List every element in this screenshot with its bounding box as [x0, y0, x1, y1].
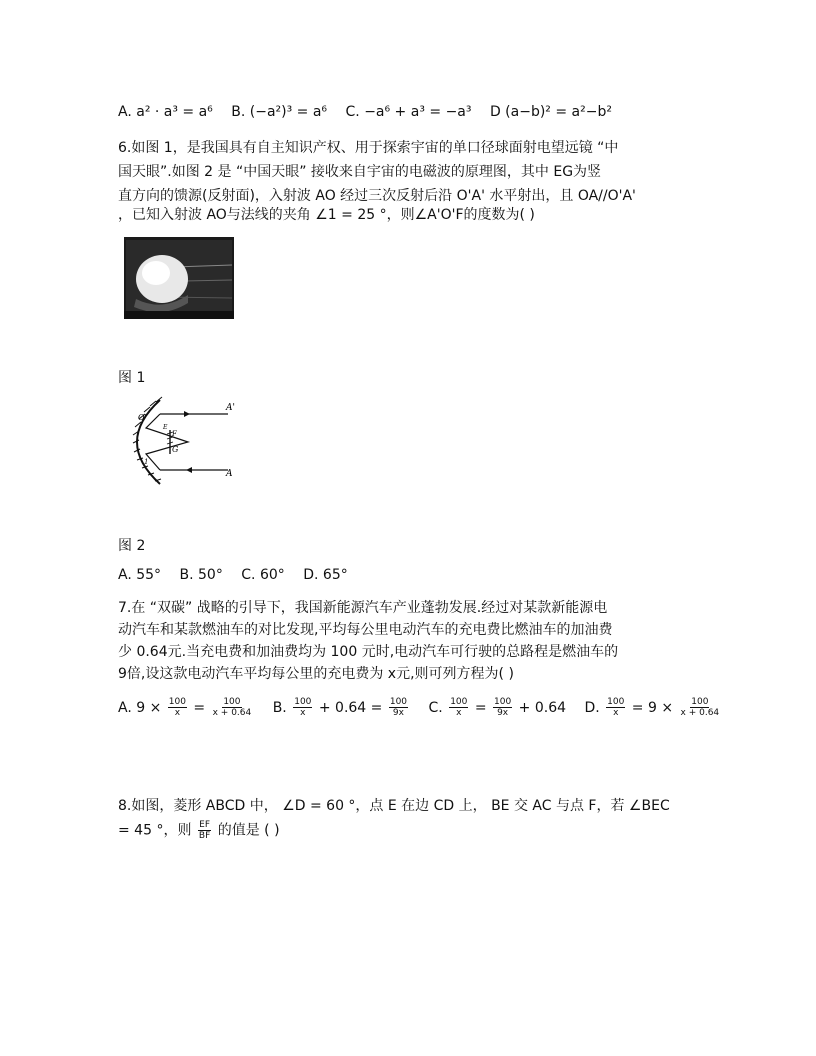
q7-option-b: B. $\frac{100}{x}$ + 0.64 = $\frac{100}{9x}$: [272, 697, 408, 718]
q6-text-line-4: ，已知入射波 AO与法线的夹角 ∠1 = 25 °，则∠A'O'F的度数为( ): [118, 207, 535, 223]
q6-option-b: B. 50°: [179, 567, 223, 583]
q6-text-line-3: 直方向的馈源(反射面)，入射波 AO 经过三次反射后沿 O'A' 水平射出，且 OA//O'A': [118, 188, 636, 204]
label-e: E: [163, 424, 168, 431]
q7-text-line-2: 动汽车和某款燃油车的对比发现,平均每公里电动汽车的充电费比燃油车的加油费: [118, 622, 613, 638]
q6-text-line-2: 国天眼”.如图 2 是 “中国天眼” 接收来自宇宙的电磁波的原理图，其中 EG为竖: [118, 164, 602, 180]
q6-option-a: A. 55°: [118, 567, 162, 583]
figure-2-reflection-diagram: [120, 396, 242, 488]
q7-option-c: C. $\frac{100}{x}$ = $\frac{100}{9x}$ + 0.64: [428, 697, 567, 718]
q7-options: [118, 697, 722, 718]
q7-text-line-1: 7.在 “双碳” 战略的引导下，我国新能源汽车产业蓬勃发展.经过对某款新能源电: [118, 600, 608, 616]
label-g: G: [172, 445, 179, 454]
label-a: A: [226, 469, 233, 479]
q5-option-d: D (a−b)² = a²−b²: [489, 104, 612, 120]
q6-text-line-1: 6.如图 1，是我国具有自主知识产权、用于探索宇宙的单口径球面射电望远镜 “中: [118, 140, 619, 156]
label-a-prime: A': [226, 403, 235, 413]
q5-options: [118, 102, 612, 122]
q8-fraction: $\frac{EF}{BF}$: [198, 820, 211, 841]
q8-text-line-2: = 45 °，则 $\frac{EF}{BF}$ 的值是 ( ): [118, 820, 280, 841]
q6-option-c: C. 60°: [241, 567, 285, 583]
label-f: F: [172, 430, 177, 438]
figure-1-telescope-photo: [124, 237, 234, 319]
q6-options: [118, 565, 362, 585]
q7-option-a: A. 9 × $\frac{100}{x}$ = $\frac{100}{x + 0.64}$: [118, 697, 252, 718]
q5-option-c: C. −a⁶ + a³ = −a³: [345, 104, 472, 120]
q6-option-d: D. 65°: [303, 567, 348, 583]
label-angle-1: 1: [144, 458, 149, 466]
q7-option-d: D. $\frac{100}{x}$ = 9 × $\frac{100}{x + 0.64}$: [584, 697, 720, 718]
q5-option-a: A. a² · a³ = a⁶: [118, 104, 213, 120]
q5-option-b: B. (−a²)³ = a⁶: [231, 104, 328, 120]
q8-text-line-1: 8.如图，菱形 ABCD 中， ∠D = 60 °，点 E 在边 CD 上， BE 交 AC 与点 F，若 ∠BEC: [118, 798, 670, 814]
figure-2-caption: 图 2: [118, 538, 146, 554]
figure-1-caption: 图 1: [118, 370, 146, 386]
label-o-prime: O': [138, 413, 147, 422]
q7-text-line-3: 少 0.64元.当充电费和加油费均为 100 元时,电动汽车可行驶的总路程是燃油车的: [118, 644, 619, 660]
q7-text-line-4: 9倍,设这款电动汽车平均每公里的充电费为 x元,则可列方程为( ): [118, 666, 514, 682]
